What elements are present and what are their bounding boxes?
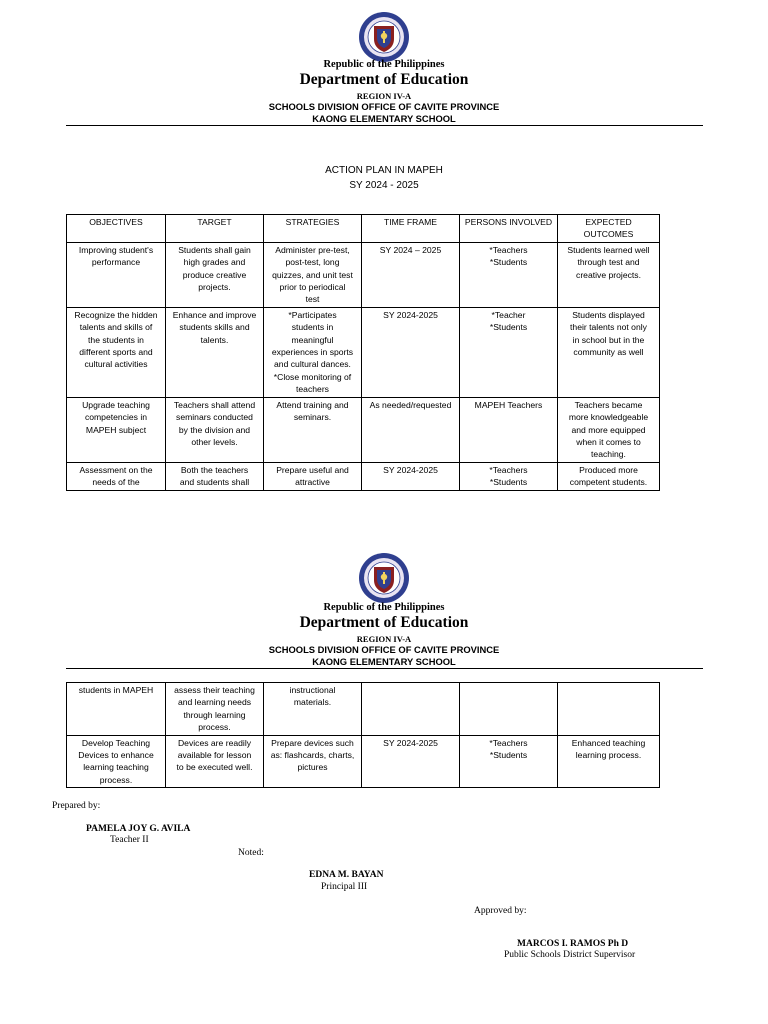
cell-text-line: Administer pre-test, (275, 244, 350, 255)
column-header-objectives (67, 215, 166, 243)
cell-target (166, 462, 264, 490)
cell-objectives (67, 397, 166, 462)
cell-text-line: TARGET (197, 217, 232, 227)
cell-text-line: as: flashcards, charts, (270, 750, 355, 761)
cell-text-line: by the division and (178, 424, 251, 435)
cell-text-line: seminars conducted (176, 412, 253, 423)
cell-target (166, 735, 264, 788)
cell-text-line: Attend training and (276, 399, 349, 410)
cell-expected-outcomes (558, 683, 660, 736)
cell-target (166, 307, 264, 397)
cell-text-line: instructional (289, 685, 336, 695)
cell-text-line: prior to periodical (279, 282, 346, 293)
region-name: REGION IV-A (356, 91, 412, 101)
cell-persons-involved (460, 735, 558, 788)
cell-strategies (264, 462, 362, 490)
prepared-by-label: Prepared by: (52, 801, 101, 811)
cell-text-line: experiences in sports (271, 347, 354, 358)
cell-text-line: *Teachers (489, 464, 528, 475)
school-name: KAONG ELEMENTARY SCHOOL (312, 656, 456, 667)
noter-name: EDNA M. BAYAN (309, 870, 384, 880)
cell-text-line: students in MAPEH (78, 685, 154, 695)
cell-text-line: quizzes, and unit test (272, 269, 353, 280)
cell-text-line: students skills and (179, 322, 250, 333)
cell-text-line: Students learned well (567, 244, 650, 255)
cell-text-line: Enhance and improve (172, 309, 257, 320)
cell-text-line: available for lesson (177, 750, 252, 761)
cell-text-line: *Teachers (489, 737, 528, 748)
noter-title: Principal III (321, 882, 368, 892)
cell-text-line: performance (91, 257, 141, 268)
column-header-persons-involved (460, 215, 558, 243)
deped-seal-icon (358, 11, 410, 63)
cell-objectives (67, 242, 166, 307)
cell-text-line: Assessment on the (79, 464, 153, 475)
cell-objectives (67, 735, 166, 788)
cell-expected-outcomes (558, 307, 660, 397)
deped-seal-1 (358, 11, 410, 63)
cell-expected-outcomes (558, 735, 660, 788)
cell-text-line: learning process. (575, 750, 642, 761)
cell-strategies (264, 683, 362, 736)
cell-text-line: Both the teachers (180, 464, 249, 475)
cell-text-line: attractive (295, 477, 330, 488)
cell-text-line: and learning needs (177, 697, 252, 708)
cell-text-line: SY 2024-2025 (383, 737, 438, 748)
cell-text-line: STRATEGIES (285, 217, 340, 227)
cell-text-line: and cultural dances. (274, 359, 351, 370)
header-divider (66, 125, 703, 126)
deped-seal-icon (358, 552, 410, 604)
cell-text-line: *Students (489, 257, 528, 268)
cell-objectives (67, 462, 166, 490)
cell-time-frame (362, 735, 460, 788)
table-row (67, 242, 660, 307)
cell-text-line: Teachers shall attend (173, 399, 256, 410)
cell-text-line: the students in (88, 334, 144, 345)
cell-text-line: SY 2024-2025 (383, 464, 438, 475)
cell-text-line: their talents not only (570, 322, 647, 333)
preparer-name: PAMELA JOY G. AVILA (86, 824, 191, 834)
cell-text-line: Produced more (579, 464, 638, 475)
approver-title: Public Schools District Supervisor (504, 950, 636, 960)
cell-text-line: other levels. (191, 436, 238, 447)
cell-text-line: produce creative (182, 269, 247, 280)
document-title: ACTION PLAN IN MAPEH (325, 165, 443, 176)
cell-text-line: process. (198, 722, 231, 733)
table-header-row (67, 215, 660, 243)
cell-strategies (264, 735, 362, 788)
cell-text-line: projects. (198, 282, 231, 293)
department-name: Department of Education (299, 614, 469, 631)
cell-text-line: talents and skills of (79, 322, 153, 333)
cell-text-line: through learning (183, 709, 246, 720)
cell-text-line: SY 2024-2025 (383, 309, 438, 320)
cell-time-frame (362, 397, 460, 462)
cell-strategies (264, 397, 362, 462)
table-row (67, 307, 660, 397)
cell-persons-involved (460, 683, 558, 736)
cell-text-line: post-test, long (285, 257, 340, 268)
cell-text-line: Recognize the hidden (74, 309, 158, 320)
cell-text-line: learning teaching (83, 762, 149, 773)
noted-label: Noted: (238, 848, 264, 858)
cell-persons-involved (460, 462, 558, 490)
cell-text-line: needs of the (92, 477, 140, 488)
cell-text-line: Improving student's (78, 244, 154, 255)
cell-text-line: talents. (200, 334, 229, 345)
cell-text-line: Teachers became (574, 399, 643, 410)
cell-text-line: meaningful (291, 334, 334, 345)
cell-expected-outcomes (558, 397, 660, 462)
cell-text-line: in school but in the (572, 334, 645, 345)
cell-text-line: when it comes to (576, 436, 641, 447)
table-row (67, 683, 660, 736)
header-divider (66, 668, 703, 669)
cell-text-line: SY 2024 – 2025 (379, 244, 442, 255)
table-row (67, 397, 660, 462)
column-header-strategies (264, 215, 362, 243)
cell-text-line: more knowledgeable (568, 412, 649, 423)
cell-text-line: through test and (577, 257, 640, 268)
cell-time-frame (362, 462, 460, 490)
cell-strategies (264, 307, 362, 397)
cell-text-line: PERSONS INVOLVED (464, 217, 553, 227)
cell-objectives (67, 683, 166, 736)
cell-persons-involved (460, 242, 558, 307)
cell-objectives (67, 307, 166, 397)
department-name: Department of Education (299, 71, 469, 88)
cell-text-line: *Teacher (491, 309, 526, 320)
column-header-time-frame (362, 215, 460, 243)
cell-target (166, 242, 264, 307)
preparer-title: Teacher II (110, 835, 149, 845)
cell-text-line: different sports and (79, 347, 153, 358)
region-name: REGION IV-A (356, 634, 412, 644)
cell-text-line: Devices are readily (177, 737, 252, 748)
cell-text-line: creative projects. (576, 269, 641, 280)
cell-text-line: EXPECTED (585, 217, 632, 227)
cell-time-frame (362, 683, 460, 736)
cell-target (166, 397, 264, 462)
cell-text-line: Upgrade teaching (82, 399, 150, 410)
column-header-expected-outcomes (558, 215, 660, 243)
division-name: SCHOOLS DIVISION OFFICE OF CAVITE PROVINCE (268, 101, 500, 112)
cell-text-line: *Students (489, 322, 528, 333)
cell-text-line: competent students. (569, 477, 648, 488)
table-row (67, 735, 660, 788)
cell-expected-outcomes (558, 242, 660, 307)
cell-text-line: and students shall (179, 477, 250, 488)
cell-text-line: MAPEH subject (85, 424, 147, 435)
cell-persons-involved (460, 307, 558, 397)
cell-text-line: teachers (296, 384, 329, 395)
cell-text-line: test (305, 294, 320, 305)
approver-name: MARCOS I. RAMOS Ph D (517, 939, 629, 949)
cell-target (166, 683, 264, 736)
country-name: Republic of the Philippines (323, 602, 445, 613)
cell-text-line: *Participates (288, 309, 337, 320)
cell-text-line: and more equipped (571, 424, 646, 435)
cell-strategies (264, 242, 362, 307)
cell-text-line: *Close monitoring of (273, 371, 352, 382)
deped-seal-2 (358, 552, 410, 604)
school-year: SY 2024 - 2025 (349, 180, 419, 191)
cell-text-line: *Students (489, 477, 528, 488)
cell-text-line: As needed/requested (369, 399, 452, 410)
cell-persons-involved (460, 397, 558, 462)
cell-expected-outcomes (558, 462, 660, 490)
cell-time-frame (362, 307, 460, 397)
cell-text-line: students in (291, 322, 334, 333)
cell-text-line: Develop Teaching (81, 737, 151, 748)
cell-text-line: to be executed well. (176, 762, 253, 773)
cell-text-line: pictures (297, 762, 328, 773)
action-plan-table-continued (66, 682, 660, 788)
cell-text-line: seminars. (293, 412, 332, 423)
cell-text-line: materials. (293, 697, 332, 708)
cell-text-line: high grades and (183, 257, 246, 268)
cell-text-line: MAPEH Teachers (474, 399, 543, 410)
cell-time-frame (362, 242, 460, 307)
cell-text-line: Prepare devices such (271, 737, 354, 748)
cell-text-line: Devices to enhance (78, 750, 154, 761)
school-name: KAONG ELEMENTARY SCHOOL (312, 113, 456, 124)
cell-text-line: teaching. (591, 449, 626, 460)
cell-text-line: Prepare useful and (276, 464, 349, 475)
cell-text-line: TIME FRAME (384, 217, 437, 227)
cell-text-line: OBJECTIVES (89, 217, 143, 227)
cell-text-line: OUTCOMES (583, 229, 634, 240)
cell-text-line: Students displayed (572, 309, 645, 320)
cell-text-line: *Students (489, 750, 528, 761)
cell-text-line: competencies in (84, 412, 148, 423)
approved-by-label: Approved by: (474, 906, 527, 916)
cell-text-line: *Teachers (489, 244, 528, 255)
cell-text-line: process. (99, 774, 133, 785)
cell-text-line: community as well (573, 347, 644, 358)
cell-text-line: cultural activities (84, 359, 148, 370)
cell-text-line: Enhanced teaching (571, 737, 646, 748)
division-name: SCHOOLS DIVISION OFFICE OF CAVITE PROVINCE (268, 644, 500, 655)
cell-text-line: assess their teaching (174, 685, 255, 695)
country-name: Republic of the Philippines (323, 59, 445, 70)
cell-text-line: Students shall gain (178, 244, 251, 255)
action-plan-table (66, 214, 660, 491)
table-row (67, 462, 660, 490)
column-header-target (166, 215, 264, 243)
